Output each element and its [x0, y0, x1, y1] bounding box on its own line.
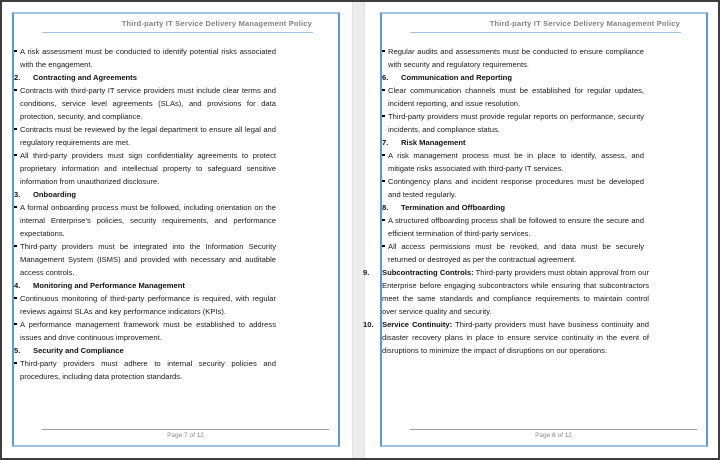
bullet-item [14, 240, 276, 279]
section-number: 4. [14, 280, 21, 290]
page-header [410, 14, 681, 33]
bullet-item [14, 357, 276, 383]
section-number: 8. [382, 202, 389, 212]
section-title: Communication and Reporting [401, 72, 512, 82]
document-page-8[interactable] [363, 12, 708, 447]
bullet-item [382, 110, 644, 136]
section-number: 3. [14, 189, 21, 199]
bullet-marker [14, 323, 17, 326]
bullet-text: Regular audits and assessments must be conducted to ensure compliance with security and regulatory requirements. [388, 46, 644, 69]
bullet-marker [382, 154, 385, 157]
section-title: Risk Management [401, 137, 466, 147]
section-number: 6. [382, 72, 389, 82]
bullet-marker [14, 206, 17, 209]
bullet-marker [14, 154, 17, 157]
bullet-item [14, 292, 276, 318]
bullet-item [14, 201, 276, 240]
bullet-marker [14, 128, 17, 131]
section-title: Monitoring and Performance Management [33, 280, 185, 290]
section-number: 5. [14, 345, 21, 355]
bullet-item [382, 84, 644, 110]
page-number: Page 8 of 12 [535, 432, 572, 439]
document-page-7[interactable] [12, 12, 340, 447]
bullet-marker [14, 362, 17, 365]
section-title: Termination and Offboarding [401, 202, 506, 212]
section-title: Onboarding [33, 189, 77, 199]
bullet-item [382, 240, 644, 266]
bullet-marker [14, 89, 17, 92]
section-title: Contracting and Agreements [33, 72, 137, 82]
bullet-text: A risk management process must be in place to identify, assess, and mitigate risks associated with third-party IT services. [388, 150, 644, 173]
numbered-item [363, 266, 649, 318]
section-heading [14, 71, 338, 84]
page-gap-divider [352, 2, 365, 458]
bullet-text: Continuous monitoring of third-party performance is required, with regular reviews against SLAs and key performance indicators (KPIs). [20, 293, 276, 316]
section-heading [14, 344, 338, 357]
bullet-marker [382, 219, 385, 222]
bullet-text: All access permissions must be revoked, and data must be securely returned or destroyed as per the contractual agreement. [388, 241, 644, 264]
bullet-item [14, 45, 276, 71]
section-heading [382, 71, 706, 84]
page-header-title: Third-party IT Service Delivery Management Policy [121, 19, 312, 28]
bullet-text: A structured offboarding process shall be followed to ensure the secure and efficient termination of third-party services. [388, 215, 644, 238]
numbered-item [363, 318, 649, 357]
bullet-marker [382, 245, 385, 248]
bullet-item [14, 84, 276, 123]
bullet-text: Contracts must be reviewed by the legal department to ensure all legal and regulatory requirements are met. [20, 124, 276, 147]
item-text: Third-party providers must have business continuity and disaster recovery plans in place to ensure service continuity in the event of disruptions to minimize the impact of disruptions on our operations. [382, 319, 649, 355]
bullet-item [382, 214, 644, 240]
bullet-text: A performance management framework must be established to address issues and drive continuous improvement. [20, 319, 276, 342]
bullet-text: Third-party providers must adhere to internal security policies and procedures, including data protection standards. [20, 358, 276, 381]
bullet-item [14, 123, 276, 149]
bullet-text: Clear communication channels must be established for regular updates, incident reporting, and issue resolution. [388, 85, 644, 108]
bullet-marker [14, 245, 17, 248]
section-heading [382, 136, 706, 149]
bullet-marker [382, 115, 385, 118]
item-number: 10. [363, 319, 374, 329]
item-label: Service Continuity: [382, 319, 453, 329]
bullet-marker [382, 89, 385, 92]
section-heading [14, 188, 338, 201]
bullet-marker [14, 297, 17, 300]
bullet-text: Third-party providers must be integrated into the Information Security Management System (ISMS) and provided with necessary and auditable access controls. [20, 241, 276, 277]
section-title: Security and Compliance [33, 345, 124, 355]
page-body [363, 33, 706, 415]
page-header [42, 14, 313, 33]
page-body [14, 33, 338, 415]
item-number: 9. [363, 267, 370, 277]
bullet-text: Third-party providers must provide regular reports on performance, security incidents, and compliance status. [388, 111, 644, 134]
bullet-item [382, 149, 644, 175]
page-header-title: Third-party IT Service Delivery Management Policy [489, 19, 680, 28]
bullet-text: Contingency plans and incident response procedures must be developed and tested regularly. [388, 176, 644, 199]
page-number: Page 7 of 12 [167, 432, 204, 439]
bullet-item [382, 175, 644, 201]
page-footer [42, 429, 329, 441]
section-heading [14, 279, 338, 292]
bullet-marker [382, 180, 385, 183]
bullet-text: A formal onboarding process must be followed, including orientation on the internal Enterprise's policies, security requirements, and performance expectations. [20, 202, 276, 238]
bullet-marker [14, 50, 17, 53]
section-heading [382, 201, 706, 214]
bullet-item [14, 149, 276, 188]
bullet-marker [382, 50, 385, 53]
bullet-item [382, 45, 644, 71]
bullet-item [14, 318, 276, 344]
bullet-text: All third-party providers must sign confidentiality agreements to protect proprietary information and intellectual property to safeguard sensitive information from unauthorized disclosure. [20, 150, 276, 186]
item-text: Third-party providers must obtain approval from our Enterprise before engaging subcontractors while ensuring that subcontractors meet the same standards and compliance requirements to maintain control over service quality and security. [382, 267, 649, 316]
page-footer [410, 429, 697, 441]
bullet-text: A risk assessment must be conducted to identify potential risks associated with the engagement. [20, 46, 276, 69]
bullet-text: Contracts with third-party IT service providers must include clear terms and conditions, service level agreements (SLAs), and provisions for data protection, security, and compliance. [20, 85, 276, 121]
section-number: 2. [14, 72, 21, 82]
section-number: 7. [382, 137, 389, 147]
item-label: Subcontracting Controls: [382, 267, 474, 277]
